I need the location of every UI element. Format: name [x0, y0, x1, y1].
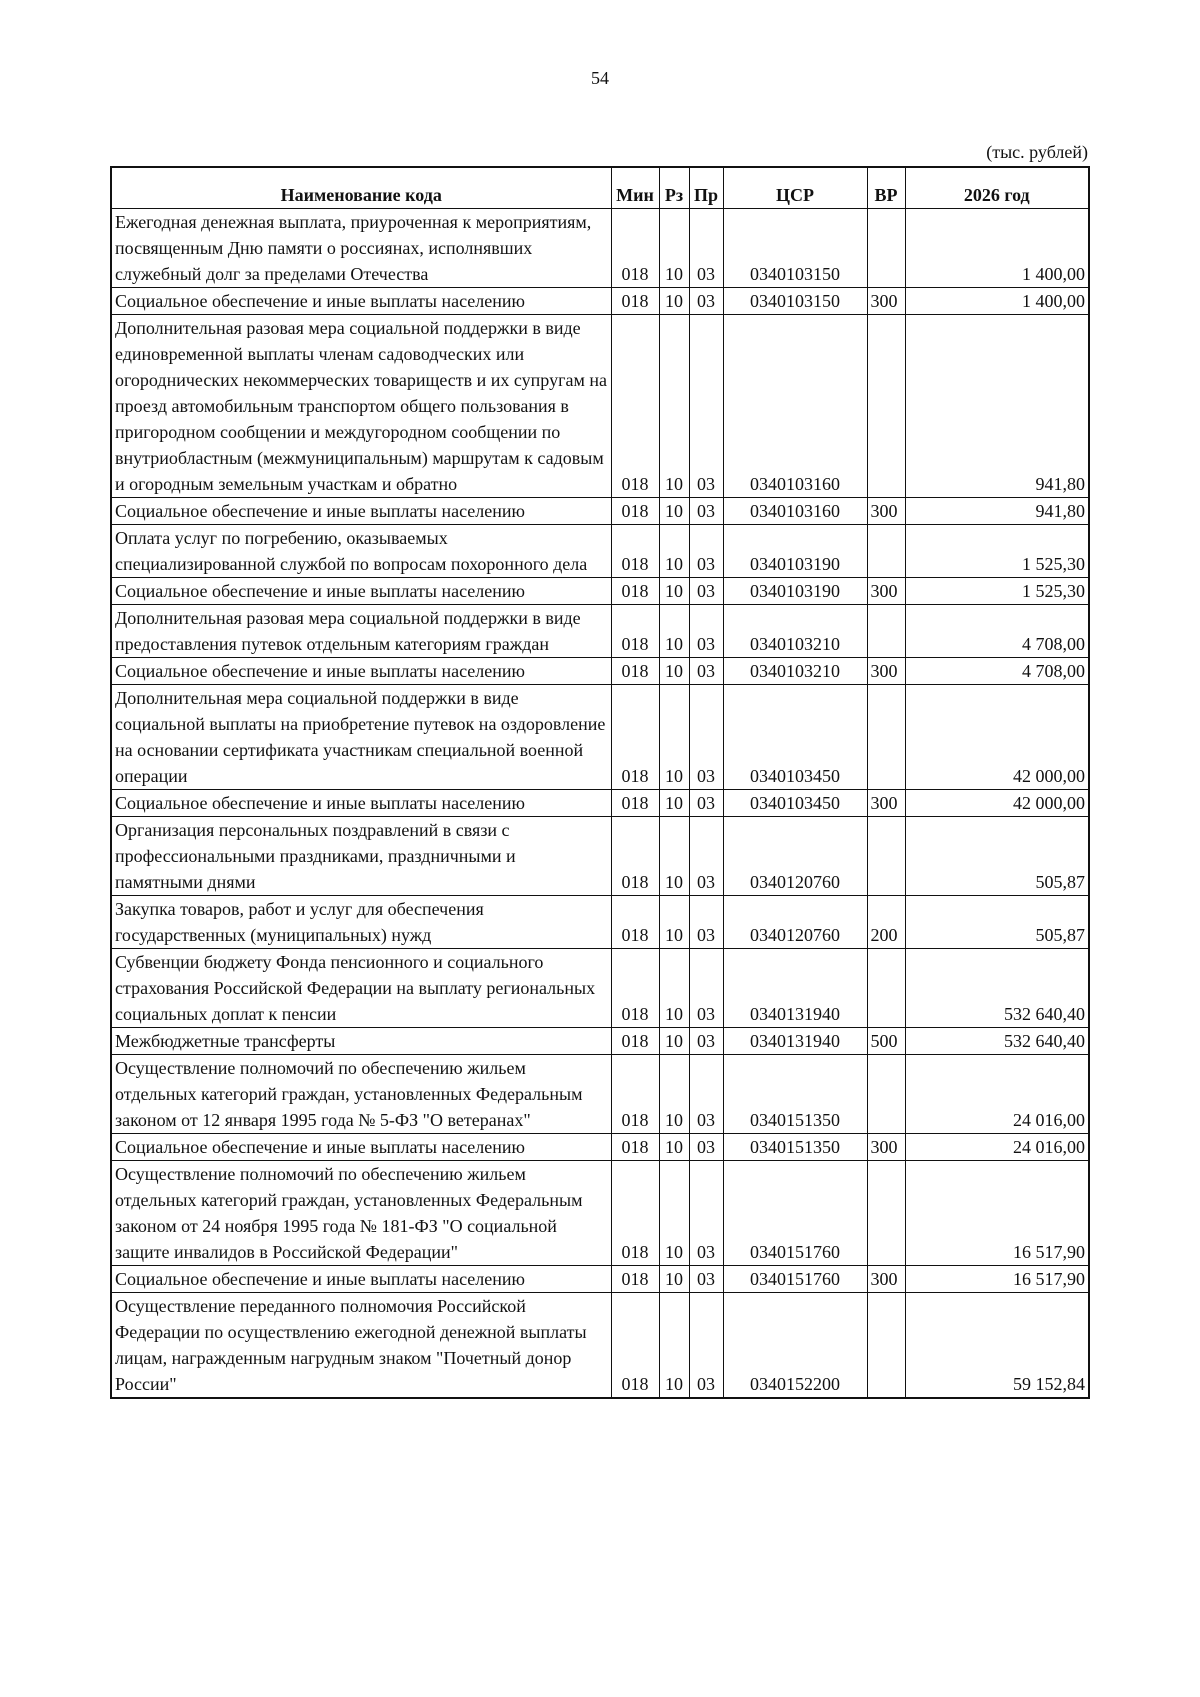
table-row: [111, 817, 1089, 896]
cell-vr: 500: [867, 1028, 905, 1055]
cell-rz: 10: [659, 498, 689, 525]
cell-min: 018: [611, 498, 659, 525]
cell-name: Социальное обеспечение и иные выплаты населению: [111, 1266, 611, 1293]
cell-amount: 1 400,00: [905, 209, 1089, 288]
cell-name: Межбюджетные трансферты: [111, 1028, 611, 1055]
header-name: Наименование кода: [111, 167, 611, 209]
cell-amount: 532 640,40: [905, 949, 1089, 1028]
cell-min: 018: [611, 896, 659, 949]
cell-rz: 10: [659, 209, 689, 288]
cell-amount: 59 152,84: [905, 1293, 1089, 1399]
cell-rz: 10: [659, 1134, 689, 1161]
cell-pr: 03: [689, 498, 723, 525]
cell-rz: 10: [659, 949, 689, 1028]
cell-vr: 300: [867, 790, 905, 817]
table-row: [111, 1266, 1089, 1293]
cell-rz: 10: [659, 658, 689, 685]
cell-amount: 42 000,00: [905, 790, 1089, 817]
table-row: [111, 498, 1089, 525]
cell-rz: 10: [659, 1161, 689, 1266]
cell-name: Социальное обеспечение и иные выплаты населению: [111, 658, 611, 685]
cell-pr: 03: [689, 209, 723, 288]
cell-rz: 10: [659, 605, 689, 658]
table-row: [111, 578, 1089, 605]
cell-amount: 505,87: [905, 896, 1089, 949]
cell-name: Осуществление переданного полномочия Российской Федерации по осуществлению ежегодной денежной выплаты лицам, награжденным нагрудным знаком "Почетный донор России": [111, 1293, 611, 1399]
table-row: [111, 525, 1089, 578]
cell-amount: 24 016,00: [905, 1134, 1089, 1161]
cell-amount: 1 525,30: [905, 525, 1089, 578]
header-min: Мин: [611, 167, 659, 209]
cell-csr: 0340151350: [723, 1134, 867, 1161]
cell-amount: 941,80: [905, 315, 1089, 498]
cell-pr: 03: [689, 288, 723, 315]
cell-csr: 0340103450: [723, 685, 867, 790]
cell-pr: 03: [689, 605, 723, 658]
cell-vr: [867, 1055, 905, 1134]
cell-csr: 0340103210: [723, 605, 867, 658]
cell-min: 018: [611, 1293, 659, 1399]
header-pr: Пр: [689, 167, 723, 209]
cell-vr: 300: [867, 498, 905, 525]
table-row: [111, 1134, 1089, 1161]
table-row: [111, 1293, 1089, 1399]
cell-rz: 10: [659, 1293, 689, 1399]
cell-min: 018: [611, 525, 659, 578]
cell-pr: 03: [689, 790, 723, 817]
table-row: [111, 605, 1089, 658]
cell-name: Оплата услуг по погребению, оказываемых специализированной службой по вопросам похоронного дела: [111, 525, 611, 578]
cell-csr: 0340103150: [723, 209, 867, 288]
cell-name: Закупка товаров, работ и услуг для обеспечения государственных (муниципальных) нужд: [111, 896, 611, 949]
cell-vr: 300: [867, 658, 905, 685]
cell-pr: 03: [689, 1055, 723, 1134]
cell-amount: 42 000,00: [905, 685, 1089, 790]
cell-min: 018: [611, 1266, 659, 1293]
cell-min: 018: [611, 1055, 659, 1134]
table-row: [111, 315, 1089, 498]
cell-pr: 03: [689, 1161, 723, 1266]
cell-csr: 0340120760: [723, 896, 867, 949]
cell-csr: 0340103210: [723, 658, 867, 685]
cell-name: Дополнительная разовая мера социальной поддержки в виде предоставления путевок отдельным категориям граждан: [111, 605, 611, 658]
cell-vr: 300: [867, 578, 905, 605]
cell-min: 018: [611, 315, 659, 498]
cell-vr: [867, 817, 905, 896]
cell-name: Дополнительная разовая мера социальной поддержки в виде единовременной выплаты членам садоводческих или огороднических некоммерческих товариществ и их супругам на проезд автомобильным транспортом общего пользования в пригородном сообщении и междугородном сообщении по внутриобластным (межмуниципальным) маршрутам к садовым и огородным земельным участкам и обратно: [111, 315, 611, 498]
cell-vr: [867, 525, 905, 578]
cell-name: Организация персональных поздравлений в связи с профессиональными праздниками, праздничными и памятными днями: [111, 817, 611, 896]
cell-min: 018: [611, 578, 659, 605]
cell-amount: 505,87: [905, 817, 1089, 896]
cell-name: Социальное обеспечение и иные выплаты населению: [111, 288, 611, 315]
cell-rz: 10: [659, 817, 689, 896]
cell-csr: 0340131940: [723, 949, 867, 1028]
header-year: 2026 год: [905, 167, 1089, 209]
cell-pr: 03: [689, 658, 723, 685]
cell-csr: 0340103160: [723, 315, 867, 498]
table-row: [111, 790, 1089, 817]
cell-min: 018: [611, 685, 659, 790]
cell-min: 018: [611, 949, 659, 1028]
cell-rz: 10: [659, 288, 689, 315]
cell-name: Осуществление полномочий по обеспечению жильем отдельных категорий граждан, установленных Федеральным законом от 12 января 1995 года № 5-ФЗ "О ветеранах": [111, 1055, 611, 1134]
cell-amount: 4 708,00: [905, 605, 1089, 658]
cell-amount: 16 517,90: [905, 1266, 1089, 1293]
cell-csr: 0340103450: [723, 790, 867, 817]
cell-rz: 10: [659, 578, 689, 605]
cell-min: 018: [611, 288, 659, 315]
cell-vr: 300: [867, 1266, 905, 1293]
cell-amount: 1 525,30: [905, 578, 1089, 605]
cell-rz: 10: [659, 896, 689, 949]
cell-rz: 10: [659, 1028, 689, 1055]
cell-min: 018: [611, 658, 659, 685]
units-label: (тыс. рублей): [986, 142, 1088, 162]
cell-pr: 03: [689, 578, 723, 605]
cell-pr: 03: [689, 685, 723, 790]
cell-csr: 0340103150: [723, 288, 867, 315]
cell-name: Социальное обеспечение и иные выплаты населению: [111, 578, 611, 605]
cell-csr: 0340103190: [723, 578, 867, 605]
table-row: [111, 1161, 1089, 1266]
cell-name: Ежегодная денежная выплата, приуроченная к мероприятиям, посвященным Дню памяти о россиянах, исполнявших служебный долг за пределами Отечества: [111, 209, 611, 288]
cell-name: Дополнительная мера социальной поддержки в виде социальной выплаты на приобретение путевок на оздоровление на основании сертификата участникам специальной военной операции: [111, 685, 611, 790]
cell-vr: 300: [867, 288, 905, 315]
cell-min: 018: [611, 1028, 659, 1055]
cell-name: Социальное обеспечение и иные выплаты населению: [111, 1134, 611, 1161]
cell-vr: [867, 209, 905, 288]
cell-amount: 4 708,00: [905, 658, 1089, 685]
cell-pr: 03: [689, 525, 723, 578]
table-header-row: [111, 167, 1089, 209]
cell-pr: 03: [689, 315, 723, 498]
cell-csr: 0340131940: [723, 1028, 867, 1055]
cell-rz: 10: [659, 525, 689, 578]
table-row: [111, 1028, 1089, 1055]
table-row: [111, 658, 1089, 685]
cell-min: 018: [611, 1134, 659, 1161]
cell-rz: 10: [659, 1055, 689, 1134]
cell-min: 018: [611, 1161, 659, 1266]
cell-vr: [867, 1293, 905, 1399]
cell-rz: 10: [659, 790, 689, 817]
cell-rz: 10: [659, 1266, 689, 1293]
cell-pr: 03: [689, 1134, 723, 1161]
cell-vr: 200: [867, 896, 905, 949]
cell-rz: 10: [659, 685, 689, 790]
table-row: [111, 1055, 1089, 1134]
budget-table: [110, 166, 1090, 1399]
page-number: 54: [591, 68, 609, 88]
table-row: [111, 288, 1089, 315]
cell-min: 018: [611, 605, 659, 658]
table-row: [111, 685, 1089, 790]
cell-rz: 10: [659, 315, 689, 498]
cell-pr: 03: [689, 817, 723, 896]
cell-min: 018: [611, 817, 659, 896]
cell-csr: 0340151760: [723, 1266, 867, 1293]
cell-pr: 03: [689, 1028, 723, 1055]
cell-name: Социальное обеспечение и иные выплаты населению: [111, 498, 611, 525]
table-body: [111, 209, 1089, 1399]
cell-pr: 03: [689, 896, 723, 949]
cell-amount: 24 016,00: [905, 1055, 1089, 1134]
cell-csr: 0340103190: [723, 525, 867, 578]
header-rz: Рз: [659, 167, 689, 209]
cell-name: Социальное обеспечение и иные выплаты населению: [111, 790, 611, 817]
header-csr: ЦСР: [723, 167, 867, 209]
cell-min: 018: [611, 790, 659, 817]
table-row: [111, 209, 1089, 288]
cell-vr: [867, 1161, 905, 1266]
cell-name: Субвенции бюджету Фонда пенсионного и социального страхования Российской Федерации на выплату региональных социальных доплат к пенсии: [111, 949, 611, 1028]
cell-amount: 16 517,90: [905, 1161, 1089, 1266]
cell-csr: 0340152200: [723, 1293, 867, 1399]
cell-csr: 0340120760: [723, 817, 867, 896]
cell-vr: [867, 605, 905, 658]
cell-amount: 941,80: [905, 498, 1089, 525]
cell-csr: 0340151350: [723, 1055, 867, 1134]
table-row: [111, 949, 1089, 1028]
table-row: [111, 896, 1089, 949]
cell-pr: 03: [689, 949, 723, 1028]
header-vr: ВР: [867, 167, 905, 209]
cell-amount: 532 640,40: [905, 1028, 1089, 1055]
cell-pr: 03: [689, 1266, 723, 1293]
cell-csr: 0340151760: [723, 1161, 867, 1266]
cell-min: 018: [611, 209, 659, 288]
cell-vr: 300: [867, 1134, 905, 1161]
cell-pr: 03: [689, 1293, 723, 1399]
cell-vr: [867, 315, 905, 498]
cell-csr: 0340103160: [723, 498, 867, 525]
cell-name: Осуществление полномочий по обеспечению жильем отдельных категорий граждан, установленных Федеральным законом от 24 ноября 1995 года № 181-ФЗ "О социальной защите инвалидов в Российской Федерации": [111, 1161, 611, 1266]
cell-vr: [867, 685, 905, 790]
cell-vr: [867, 949, 905, 1028]
cell-amount: 1 400,00: [905, 288, 1089, 315]
